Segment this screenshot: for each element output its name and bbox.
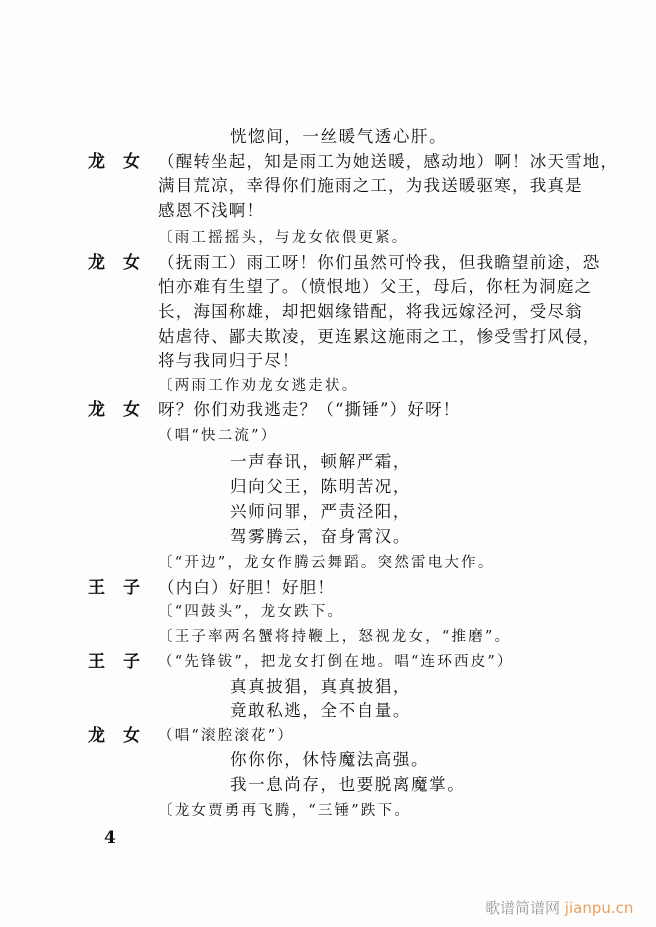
speaker-label: 王子 [88, 652, 158, 672]
watermark: 歌谱简谱网 jianpu.cn [485, 899, 634, 917]
speaker-label: 王子 [88, 578, 158, 598]
speaker-label: 龙女 [88, 400, 158, 420]
speaker-label: 龙女 [88, 253, 158, 273]
page-number: 4 [104, 828, 116, 848]
speaker-label: 龙女 [88, 152, 158, 172]
speaker-label: 龙女 [88, 726, 158, 746]
